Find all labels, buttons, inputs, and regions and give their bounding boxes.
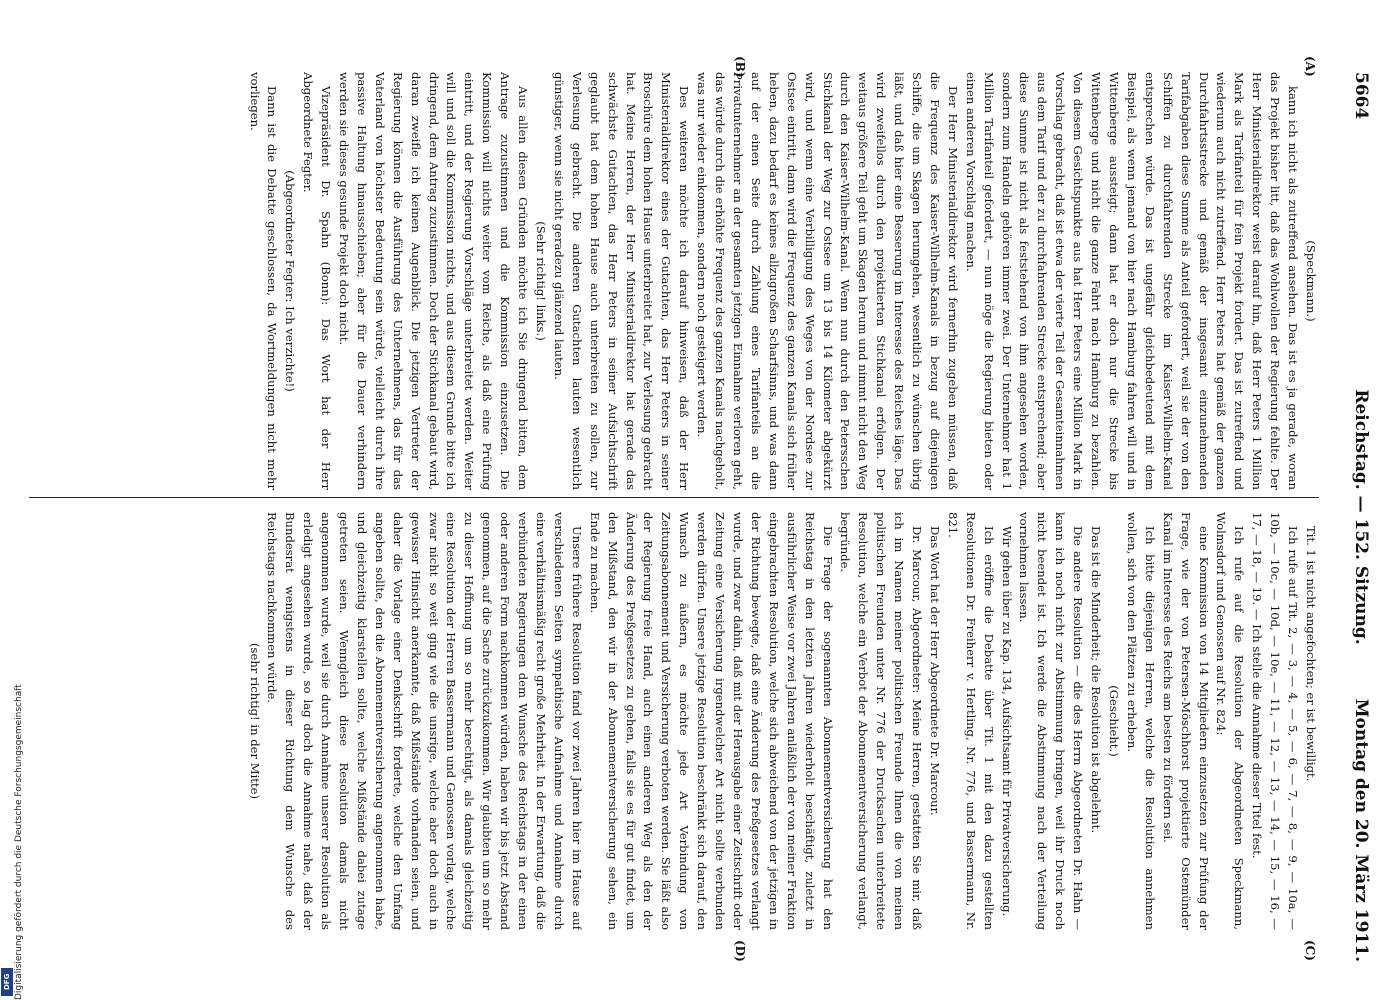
paragraph: (Abgeordneter Fegter: Ich verzichte!) [283,170,298,392]
paragraph: Vizepräsident Dr. Spahn (Bonn): Das Wort hat der Herr Abgeordnete Fegter. [301,72,334,490]
paragraph: Ich rufe auf Tit. 2, — 3, — 4, — 5, — 6, — 7, — 8, — 9, — 10a, — 10b, — 10c, — 10d, — 10e, — 11, — 12, — 13, — 14, — 15, — 16, — 17, — 18, — 19. — Ich stelle die Annahme dieser Titel fest. [1250,512,1301,930]
paragraph: (sehr richtig! in der Mitte) [247,642,262,800]
paragraph: (Speckmann.) [1304,240,1318,322]
column-divider [29,497,1319,498]
margin-marker-b: (B) [733,56,747,78]
margin-marker-a: (A) [1303,56,1317,77]
paragraph: Die Frage der sogenannten Abonnementversicherung hat den Reichstag in den letzten Jahren wiederholt beschäftigt, zuletzt in ausführlicher Weise vor zwei Jahren anläßlich der von meiner Fraktion eingebrachten Resolution, welche sich abweichend von der jetzigen in der Richtung bewegte, daß eine Änderung des Preßgesetzes verlangt wurde, und zwar dahin, daß mit der Herausgabe einer Zeitschrift oder Zeitung eine Versicherung irgendwelcher Art nicht sollte verbunden werden dürfen. Unsere jetzige Resolution beschränkt sich darauf, den Wunsch zu äußern, es möchte jede Art Verbindung von Zeitungsabonnement und Versicherung verboten werden. Sie läßt also der Regierung freie Hand, auch einen anderen Weg als den der Änderung des Preßgesetzes zu gehen, falls sie es für gut findet, um den Mißstand, den wir in der Abonnementversicherung sehen, ein Ende zu machen. [587,512,835,930]
page-title: Reichstag. — 152. Sitzung. [1351,389,1371,645]
paragraph: Aus allen diesen Gründen möchte ich Sie dringend bitten, dem Antrage zuzustimmen und die Kommission einzusetzen. Die Kommission will nichts weiter vom Reiche, als daß eine Prüfung eintritt, und der Regierung Vorschläge unterbreitet werden. Weiter will und soll die Kommission nichts, und aus diesem Grunde bitte ich dringend, dem Antrag zuzustimmen. Doch der Stichkanal gebaut wird, daran zweifle ich keinen Augenblick. Die jetzigen Vertreter der Regierung können die Ausführung des Unternehmens, das für das Vaterland von höchster Bedeutung sein würde, vielleicht durch ihre passive Haltung hinausschieben; aber für die Dauer verhindern werden sie dieses gesunde Projekt doch nicht. [337,72,531,490]
margin-marker-d: (D) [733,940,747,962]
right-column [19,512,1319,930]
paragraph: Wir gehen über zu Kap. 134, Aufsichtsamt für Privatversicherung. [999,526,1014,917]
paragraph: Des weiteren möchte ich darauf hinweisen, daß der Herr Ministerialdirektor eines der Gutachten, das Herr Peters in seiner Broschüre dem hohen Hause unterbreitet hat, zur Verlesung gebracht hat. Meine Herren, der Herr Ministerialdirektor hat gerade das schwächste Gutachten, das Herr Peters in seiner Aufsichtschrift geglaubt hat dem hohen Hause auch unterbreiten zu sollen, zur Verlesung gebracht. Die anderen Gutachten lauten wesentlich günstiger, wenn sie nicht geradezu glänzend lauten. [551,72,692,490]
margin-marker-c: (C) [1303,940,1317,961]
page-date: Montag den 20. März 1911. [1351,698,1371,962]
paragraph: Ich eröffne die Debatte über Tit. 1 mit den dazu gestellten Resolutionen Dr. Freiherr v. Hertling, Nr. 776, und Bassermann, Nr. 821. [945,512,996,930]
paragraph: kann ich nicht als zutreffend ansehen. Das ist es ja gerade, woran das Projekt bisher litt, daß das Wohlwollen der Regierung fehlte. Der Herr Ministerialdirektor weist darauf hin, daß Herr Peters 1 Million Mark als Tarifanteil für fein Projekt fordert. Das ist zutreffend und wiederum auch nicht zutreffend. Herr Peters hat gemäß der ganzen Durchfahrtsstrecke und gemäß der insgesamt einzunehmenden Tarifabgaben diese Summe als Anteil gefordert, weil sie der von den Schiffen zu durchfahrenden Strecke im Kaiser-Wilhelm-Kanal entsprechen würde. Das ist ungefähr gleichbedeutend mit dem Beispiel, als wenn jemand von hier nach Hamburg fahren will und in Wittenberge aussteigt; dann hat er doch nur die Strecke bis Wittenberge und nicht die ganze Fahrt nach Hamburg zu bezahlen. Von diesem Gesichtspunkte aus hat Herr Peters eine Million Mark in Vorschlag gebracht, daß ist etwa der vierte Teil der Gesamteinnahmen aus dem Tarif und der zu durchfahrenden Strecke entsprechend; aber diese Summe ist nicht als feststehend von ihm angesehen worden, sondern zum Handeln gehören immer zwei. Der Unternehmer hat 1 Million Tarifanteil gefordert, — nun möge die Regierung bieten oder einen anderen Vorschlag machen. [963,72,1301,490]
paragraph: eine Kommission von 14 Mitgliedern einzusetzen zur Prüfung der Frage, wie der von Petersen-Möschhorst projektierte Ostemünder Kanal im Interesse des Reichs am besten zu fördern sei. [1160,512,1211,930]
paragraph: Die andere Resolution — die des Herrn Abgeordneten Dr. Hahn — kann ich noch nicht zur Abstimmung bringen, weil ihr Druck noch nicht beendet ist. Ich werde die Abstimmung nach der Verteilung vornehmen lassen. [1017,512,1086,930]
paragraph: (Geschieht.) [1107,685,1122,757]
paragraph: Das ist die Minderheit; die Resolution ist abgelehnt. [1089,526,1104,834]
paragraph: Ich bitte diejenigen Herren, welche die Resolution annehmen wollen, sich von den Plätzen zu erheben. [1124,512,1157,930]
page-number: 5664 [1351,72,1371,120]
left-column [19,72,1319,490]
paragraph: Unsere frühere Resolution fand vor zwei Jahren hier im Hause auf verschiedenen Seiten sympathische Aufnahme und Annahme durch eine verhältnismäßig recht große Mehrheit. In der Erwartung, daß die verbündeten Regierungen dem Wunsche des Reichstags in der einen oder anderen Form nachkommen würden, haben wir bis jetzt Abstand genommen, auf die Sache zurückzukommen. Wir glaubten um so mehr zu dieser Hoffnung um so mehr berechtigt, als damals gleichzeitig eine Resolution der Herren Bassermann und Genossen vorlag, welche zwar nicht so weit ging wie die unsrige, welche aber doch auch in gewisser Hinsicht anerkannte, daß Mißstände vorhanden seien, und daher die Vorlage einer Denkschrift forderte, welche den Umfang angeben sollte, den die Abonnementversicherung angenommen habe, und gleichzeitig klarstellen sollte, welche Mißstände dabei zutage getreten seien. Wenngleich diese Resolution damals nicht angenommen wurde, weil sie durch Annahme unserer Resolution als erledigt angesehen wurde, so lag doch die Annahme nahe, daß der Bundesrat wenigstens in dieser Richtung dem Wunsche des Reichstags nachkommen würde. [265,512,584,930]
paragraph: Das Wort hat der Herr Abgeordnete Dr. Marcour. [927,526,942,816]
paragraph: Der Herr Ministerialdirektor wird fernerhin zugeben müssen, daß die Frequenz des Kaiser-Wilhelm-Kanals in bezug auf diejenigen Schiffe, die um Skagen herumgehen, wesentlich zu wünschen übrig läßt, und daß hier eine Besserung im Interesse des Reiches läge. Das wird zweifellos durch den projektierten Stichkanal erfolgen. Der weitaus größere Teil geht um Skagen herum und nimmt nicht den Weg durch den Kaiser-Wilhelm-Kanal. Wenn nun durch den Petersschen Stichkanal der Weg zur Ostsee um 13 bis 14 Kilometer abgekürzt wird, und wenn eine Verbilligung des Weges von der Nordsee zur Ostsee eintritt, dann wird die Frequenz des ganzen Kanals sich früher heben, dazu bedarf es keines allzugroßen Scharfsinns, und was dann auf der einen Seite durch Zahlung eines Tarifanteils an die Privatunternehmer an der gesamten jetzigen Einnahme verloren geht, das würde durch die erhöhte Frequenz des ganzen Kanals nachgeholt, was nur wieder einkommen, sondern noch gesteigert werden. [695,72,960,490]
footer-credit: Digitalisierung gefördert durch die Deutsche Forschungsgemeinschaft [14,684,24,1000]
dfg-logo: DFG [1,968,13,996]
page-header [1341,72,1377,962]
paragraph: (Sehr richtig! links.) [534,221,549,341]
paragraph: Tit. 1 ist nicht angefochten; er ist bewilligt. [1304,526,1318,782]
paragraph: Ich rufe auf die Resolution der Abgeordneten Speckmann, Wolmsdorf und Genossen auf Nr. 824: [1214,512,1247,930]
paragraph: Dann ist die Debatte geschlossen, da Wortmeldungen nicht mehr vorliegen. [247,72,280,490]
paragraph: Dr. Marcour, Abgeordneter: Meine Herren, gestatten Sie mir, daß ich im Namen meiner politischen Freunde Ihnen die von meinen politischen Freunden unter Nr. 776 der Drucksachen unterbreitete Resolution, welche ein Verbot der Abonnementversicherung verlangt, begründe. [838,512,925,930]
